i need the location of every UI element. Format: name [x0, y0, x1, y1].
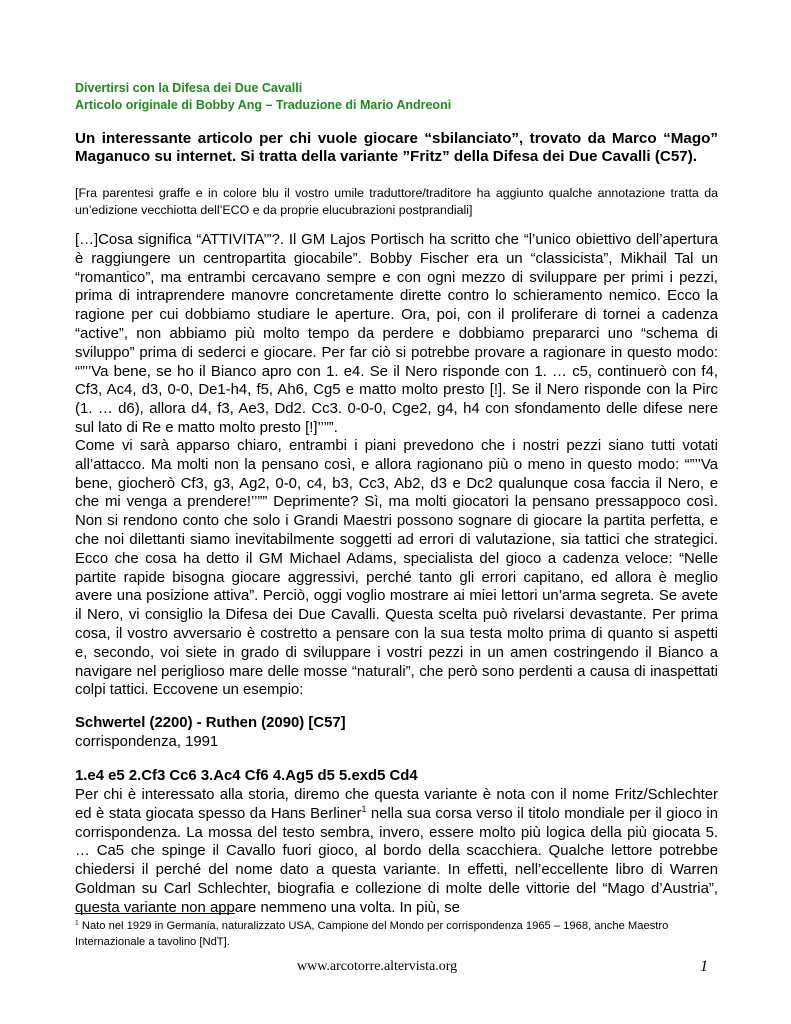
footnote-text: Nato nel 1929 in Germania, naturalizzato USA, Campione del Mondo per corrispondenza 1965 – 1968, anche Maestro Internazionale a tavolino [NdT]. — [75, 920, 669, 948]
footnote-mark: 1 — [75, 919, 79, 927]
game-players: Schwertel (2200) - Ruthen (2090) [C57] — [75, 715, 346, 731]
article-subtitle: Un interessante articolo per chi vuole giocare “sbilanciato”, trovato da Marco “Mago” Maganuco su internet. Si tratta della variante ”Fritz” della Difesa dei Due Cavalli (C57). — [75, 130, 718, 165]
paragraph-3-rest: nella sua corsa verso il titolo mondiale per il gioco in corrispondenza. La mossa del testo sembra, invero, essere molto più logica della più giocata 5. … Ca5 che spinge il Cavallo fuori gioco, al bordo della scacchiera. Qualche lettore potrebbe chiedersi il perché del nome dato a questa variante. In effetti, nell’eccellente libro di Warren Goldman su Carl Schlechter, biografia e collezione di molte delle vittorie del “Mago d’Austria”, questa variante non appare nemmeno una volta. In più, se — [75, 805, 718, 916]
page-number: 1 — [700, 958, 708, 975]
footnote — [75, 919, 718, 950]
paragraph-3 — [75, 786, 718, 918]
footnote-divider — [75, 913, 235, 914]
paragraph-3-start: Per chi è interessato alla storia, diremo che questa variante è nota con il nome Fritz/Schlechter ed è stata giocata spesso da Hans Berliner — [75, 787, 718, 822]
paragraph-2: Come vi sarà apparso chiaro, entrambi i piani prevedono che i nostri pezzi siano tutti votati all’attacco. Ma molti non la pensano così, e allora ragionano più o meno in questo modo: “”’’Va bene, giocherò Cf3, g3, Ag2, 0-0, c4, b3, Cc3, Ab2, d3 e Dc2 qualunque cosa faccia il Nero, e che mi venga a prendere!’’”” Deprimente? Sì, ma molti giocatori la pensano pressappoco così. Non si rendono conto che solo i Grandi Maestri possono sognare di giocare la partita perfetta, e che noi dilettanti siamo inevitabilmente soggetti ad errori di valutazione, sia tattici che strategici. Ecco che cosa ha detto il GM Michael Adams, specialista del gioco a cadenza veloce: “Nelle partite rapide bisogna giocare aggressivi, perché tanto gli errori capitano, ed allora è meglio avere una posizione attiva”. Perciò, oggi voglio mostrare ai miei lettori un’arma segreta. Se avete il Nero, vi consiglio la Difesa dei Due Cavalli. Questa scelta può rivelarsi devastante. Per prima cosa, il vostro avversario è costretto a pensare con la sua testa molto prima di quanto si aspetti e, secondo, voi siete in grado di sviluppare i vostri pezzi in un amen costringendo il Bianco a navigare nel periglioso mare delle mosse “naturali”, che però sono perdenti a causa di inaspettati colpi tattici. Eccovene un esempio: — [75, 438, 718, 699]
header-credits: Articolo originale di Bobby Ang – Traduzione di Mario Andreoni — [75, 98, 452, 112]
header-title: Divertirsi con la Difesa dei Due Cavalli — [75, 81, 303, 95]
game-event: corrispondenza, 1991 — [75, 734, 219, 750]
game-moves: 1.e4 e5 2.Cf3 Cc6 3.Ac4 Cf6 4.Ag5 d5 5.exd5 Cd4 — [75, 768, 418, 784]
footnote-reference: 1 — [361, 803, 367, 814]
footer-url: www.arcotorre.altervista.org — [297, 959, 458, 974]
translator-note: [Fra parentesi graffe e in colore blu il vostro umile traduttore/traditore ha aggiunto qualche annotazione tratta da un’edizione vecchiotta dell’ECO e da proprie elucubrazioni postprandiali] — [75, 186, 718, 217]
paragraph-1: […]Cosa significa “ATTIVITA’”?. Il GM Lajos Portisch ha scritto che “l’unico obiettivo dell’apertura è raggiungere un centropartita giocabile”. Bobby Fischer era un “classicista”, Mikhail Tal un “romantico”, ma entrambi cercavano sempre e con ogni mezzo di sviluppare per primi i pezzi, prima di intraprendere manovre concretamente dirette contro lo schieramento nemico. Ecco la ragione per cui dobbiamo studiare le aperture. Ora, poi, con il proliferare di tornei a cadenza “active”, non abbiamo più molto tempo da perdere e dobbiamo prepararci uno “schema di sviluppo” prima di sederci e giocare. Per far ciò si potrebbe provare a ragionare in questo modo: “”’’Va bene, se ho il Bianco apro con 1. e4. Se il Nero risponde con 1. … c5, continuerò con f4, Cf3, Ac4, d3, 0-0, De1-h4, f5, Ah6, Cg5 e matto molto presto [!]. Se il Nero risponde con la Pirc (1. … d6), allora d4, f3, Ae3, Dd2. Cc3. 0-0-0, Cge2, g4, h4 con sfondamento delle difese nere sul lato di Re e matto molto presto [!]’’””. — [75, 232, 718, 436]
